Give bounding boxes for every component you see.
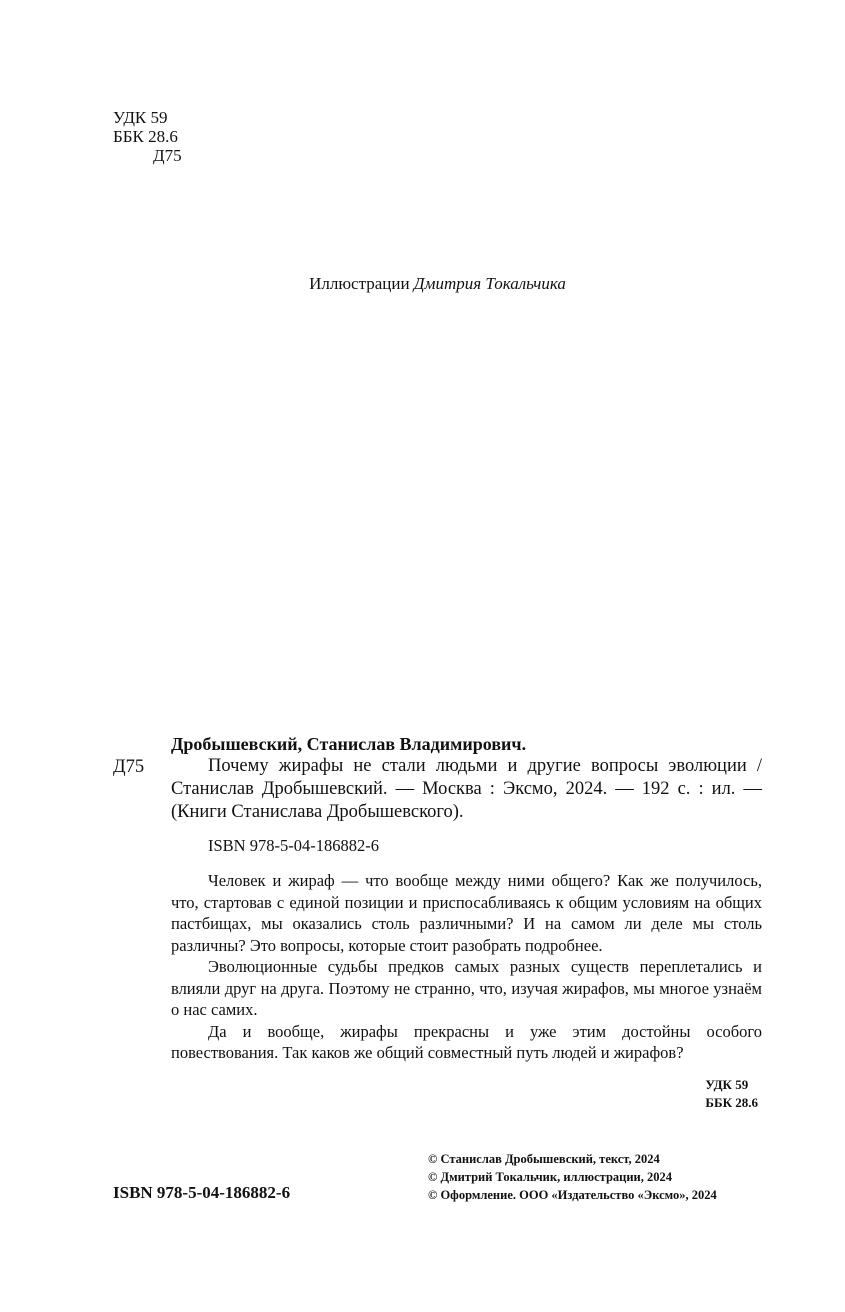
annotation-paragraph: Человек и жираф — что вообще между ними общего? Как же получилось, что, стартовав с единой позиции и приспосабливаясь к общим условиям на общих пастбищах, мы оказались столь различными? И на самом ли деле мы столь различны? Это вопросы, которые стоит разобрать подробнее. [171,871,762,955]
bbk-code: ББК 28.6 [113,127,178,146]
copyright-line: © Дмитрий Токальчик, иллюстрации, 2024 [428,1170,673,1184]
annotation-paragraph: Эволюционные судьбы предков самых разных существ переплетались и влияли друг на друга. Поэтому не странно, что, изучая жирафов, мы многое узнаём о нас самих. [171,957,762,1019]
classification-block [113,108,182,165]
illustrator-name: Дмитрия Токальчика [413,274,566,293]
illustrations-prefix: Иллюстрации [309,274,414,293]
isbn-record: ISBN 978-5-04-186882-6 [208,836,379,855]
bibliographic-description [171,755,762,824]
copyright-line: © Станислав Дробышевский, текст, 2024 [428,1152,660,1166]
illustrations-credit [0,274,845,294]
author-sign: Д75 [153,146,182,165]
bottom-bbk: ББК 28.6 [705,1095,758,1110]
annotation [171,870,762,1064]
copyright-line: © Оформление. ООО «Издательство «Эксмо», 2024 [428,1188,717,1202]
record-author-sign: Д75 [113,757,145,777]
title-line: Почему жирафы не стали людьми и другие вопросы эволюции / Станислав Дробышевский. — Москва : Эксмо, 2024. — 192 с. : ил. — (Книги Станислава Дробышевского). [171,756,762,822]
isbn-bottom: ISBN 978-5-04-186882-6 [113,1183,291,1202]
copyright-block [428,1150,717,1204]
bottom-udk: УДК 59 [705,1077,749,1092]
bottom-classification [705,1076,758,1112]
author-heading: Дробышевский, Станислав Владимирович. [171,734,527,754]
annotation-paragraph: Да и вообще, жирафы прекрасны и уже этим достойны особого повествования. Так каков же общий совместный путь людей и жирафов? [171,1021,762,1062]
udk-code: УДК 59 [113,108,168,127]
